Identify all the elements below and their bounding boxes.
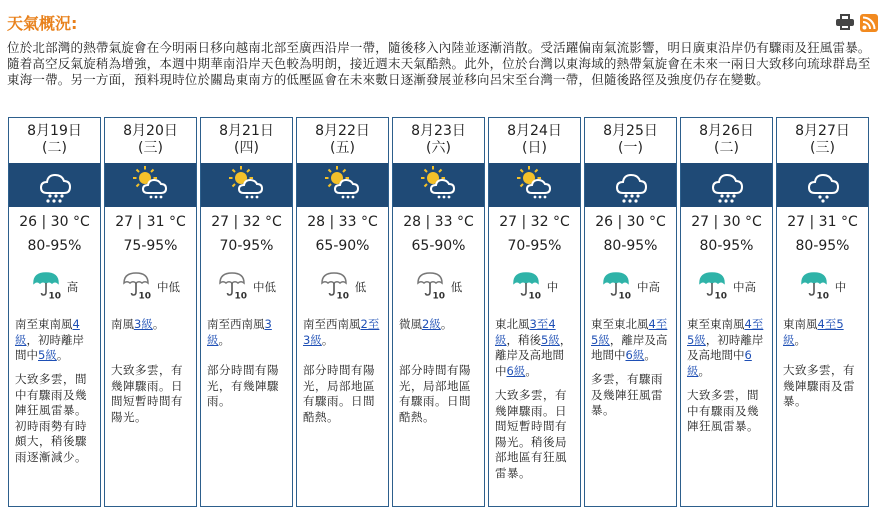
weather-icon-band bbox=[585, 163, 676, 207]
svg-text:10: 10 bbox=[48, 291, 61, 300]
wind-text: ，初時離岸及高地間中 bbox=[687, 332, 764, 362]
forecast-day bbox=[8, 117, 101, 507]
wind-text: 。 bbox=[525, 363, 537, 378]
wind-forecast bbox=[303, 317, 383, 348]
wind-force-link[interactable]: 3級 bbox=[207, 317, 272, 347]
rss-icon[interactable] bbox=[860, 14, 878, 32]
weather-icon-band bbox=[489, 163, 580, 207]
forecast-date bbox=[297, 123, 388, 157]
rain-probability-label: 中高 bbox=[733, 280, 756, 294]
wind-force-link[interactable]: 2級 bbox=[422, 317, 441, 331]
date-label: 8月24日 bbox=[507, 123, 562, 139]
umbrella-icon[interactable] bbox=[31, 270, 63, 304]
humidity-range: 80-95% bbox=[699, 238, 754, 254]
sun-cloud-rain-icon bbox=[419, 163, 459, 207]
svg-text:10: 10 bbox=[714, 291, 728, 300]
humidity-range: 80-95% bbox=[603, 238, 658, 254]
weekday-label: (一) bbox=[618, 140, 643, 156]
sun-cloud-rain-icon bbox=[515, 163, 555, 207]
svg-text:10: 10 bbox=[618, 291, 632, 300]
rain-cloud-icon bbox=[611, 163, 651, 207]
temperature-range: 27 | 32 °C bbox=[499, 214, 570, 230]
wind-text: 東至東北風 bbox=[591, 317, 649, 331]
temperature-range: 27 | 31 °C bbox=[115, 214, 186, 230]
weather-description: 大致多雲，有幾陣驟雨。日間短暫時間有陽光。稍後局部地區有狂風雷暴。 bbox=[495, 388, 567, 480]
wind-text: 。 bbox=[644, 348, 656, 362]
wind-force-link[interactable]: 3級 bbox=[134, 317, 153, 331]
weather-icon-band bbox=[681, 163, 772, 207]
wind-force-link[interactable]: 5級 bbox=[38, 348, 57, 362]
weather-description: 大致多雲，有幾陣驟雨。日間短暫時間有陽光。 bbox=[111, 363, 183, 424]
page-title: 天氣概況: bbox=[7, 14, 78, 33]
wind-text: 。 bbox=[698, 363, 710, 378]
wind-force-link[interactable]: 3至4級 bbox=[495, 317, 556, 347]
wind-text: 微風 bbox=[399, 317, 422, 331]
wind-text: ，稍後 bbox=[506, 332, 541, 347]
rain-probability bbox=[9, 270, 100, 304]
wind-forecast bbox=[687, 317, 767, 379]
temperature-range: 26 | 30 °C bbox=[19, 214, 90, 230]
wind-text: 東北風 bbox=[495, 317, 530, 331]
forecast-day bbox=[776, 117, 869, 507]
weather-description: 部分時間有陽光，局部地區有驟雨。日間酷熱。 bbox=[399, 363, 471, 424]
date-label: 8月20日 bbox=[123, 123, 178, 139]
weather-description: 部分時間有陽光，有幾陣驟雨。 bbox=[207, 363, 279, 408]
rain-probability bbox=[585, 270, 676, 304]
wind-text: 。 bbox=[152, 317, 165, 331]
weather-icon-band bbox=[9, 163, 100, 207]
wind-force-link[interactable]: 6級 bbox=[506, 363, 526, 378]
rain-probability bbox=[201, 270, 292, 304]
forecast-date bbox=[201, 123, 292, 157]
weather-description: 大致多雲，有幾陣驟雨及雷暴。 bbox=[783, 363, 855, 408]
wind-forecast bbox=[111, 317, 191, 333]
wind-text: 。 bbox=[440, 317, 453, 331]
weather-description: 大致多雲，間中有驟雨及幾陣狂風雷暴。 bbox=[687, 388, 759, 433]
weekday-label: (二) bbox=[714, 140, 739, 156]
rain-cloud-icon bbox=[707, 163, 747, 207]
forecast-date bbox=[393, 123, 484, 157]
wind-text: ，離岸及高地間中 bbox=[495, 332, 572, 378]
date-label: 8月22日 bbox=[315, 123, 370, 139]
rain-probability-label: 中低 bbox=[157, 280, 180, 294]
umbrella-icon[interactable] bbox=[601, 270, 633, 304]
wind-text: 。 bbox=[794, 332, 806, 347]
humidity-range: 65-90% bbox=[411, 238, 466, 254]
umbrella-icon[interactable] bbox=[319, 270, 351, 304]
rain-probability-label: 低 bbox=[354, 280, 367, 294]
wind-forecast bbox=[15, 317, 95, 364]
rain-probability-label: 中高 bbox=[637, 280, 660, 294]
forecast-date bbox=[9, 123, 100, 157]
date-label: 8月23日 bbox=[411, 123, 466, 139]
wind-forecast bbox=[591, 317, 671, 364]
weekday-label: (五) bbox=[330, 140, 355, 156]
forecast-date bbox=[489, 123, 580, 157]
wind-text: 。 bbox=[218, 332, 230, 347]
svg-text:10: 10 bbox=[138, 291, 152, 300]
rain-probability bbox=[297, 270, 388, 304]
weekday-label: (三) bbox=[138, 140, 163, 156]
wind-text: 東至東南風 bbox=[687, 317, 745, 331]
wind-force-link[interactable]: 4級 bbox=[15, 317, 80, 347]
umbrella-icon[interactable] bbox=[697, 270, 729, 304]
humidity-range: 80-95% bbox=[795, 238, 850, 254]
svg-text:10: 10 bbox=[234, 291, 248, 300]
umbrella-icon[interactable] bbox=[799, 270, 831, 304]
wind-force-link[interactable]: 6級 bbox=[687, 348, 752, 378]
wind-text: 。 bbox=[321, 332, 334, 347]
wind-force-link[interactable]: 6級 bbox=[625, 348, 645, 362]
weekday-label: (日) bbox=[522, 140, 547, 156]
rain-probability bbox=[681, 270, 772, 304]
temperature-range: 28 | 33 °C bbox=[403, 214, 474, 230]
umbrella-icon[interactable] bbox=[121, 270, 153, 304]
rain-probability-label: 中 bbox=[834, 280, 847, 294]
weather-description: 大致多雲，間中有驟雨及幾陣狂風雷暴。初時雨勢有時頗大，稍後驟雨逐漸減少。 bbox=[15, 372, 87, 464]
temperature-range: 26 | 30 °C bbox=[595, 214, 666, 230]
weather-icon-band bbox=[201, 163, 292, 207]
sun-cloud-rain-icon bbox=[131, 163, 171, 207]
wind-force-link[interactable]: 5級 bbox=[541, 332, 560, 347]
wind-text: 南至東南風 bbox=[15, 317, 73, 331]
svg-text:10: 10 bbox=[528, 291, 541, 300]
rain-probability-label: 低 bbox=[450, 280, 463, 294]
sun-cloud-rain-icon bbox=[323, 163, 363, 207]
toolbar bbox=[836, 14, 878, 32]
weather-icon-band bbox=[393, 163, 484, 207]
umbrella-icon[interactable] bbox=[511, 270, 543, 304]
weather-description: 部分時間有陽光，局部地區有驟雨。日間酷熱。 bbox=[303, 363, 375, 424]
date-label: 8月19日 bbox=[27, 123, 82, 139]
forecast-date bbox=[585, 123, 676, 157]
wind-text: ，離岸及高地間中 bbox=[591, 332, 668, 362]
rain-cloud-icon bbox=[35, 163, 75, 207]
rain-probability bbox=[105, 270, 196, 304]
wind-text: 。 bbox=[56, 348, 69, 362]
wind-forecast bbox=[495, 317, 575, 379]
temperature-range: 28 | 33 °C bbox=[307, 214, 378, 230]
humidity-range: 80-95% bbox=[27, 238, 82, 254]
weather-description: 多雲，有驟雨及幾陣狂風雷暴。 bbox=[591, 372, 663, 417]
svg-text:10: 10 bbox=[336, 291, 349, 300]
svg-text:10: 10 bbox=[432, 291, 445, 300]
sun-cloud-rain-icon bbox=[227, 163, 267, 207]
forecast-day bbox=[680, 117, 773, 507]
humidity-range: 65-90% bbox=[315, 238, 370, 254]
wind-force-link[interactable]: 4至5級 bbox=[783, 317, 844, 347]
humidity-range: 75-95% bbox=[123, 238, 178, 254]
forecast-day bbox=[584, 117, 677, 507]
wind-force-link[interactable]: 2至3級 bbox=[303, 317, 380, 347]
weather-icon-band bbox=[105, 163, 196, 207]
umbrella-icon[interactable] bbox=[217, 270, 249, 304]
weather-summary: 位於北部灣的熱帶氣旋會在今明兩日移向越南北部至廣西沿岸一帶，隨後移入內陸並逐漸消散。受活躍偏南氣流影響，明日廣東沿岸仍有驟雨及狂風雷暴。隨着高空反氣旋稍為增強，本週中期華南沿岸天色較為明朗，接近週末天氣酷熱。此外，位於台灣以東海域的熱帶氣旋會在未來一兩日大致移向琉球群島至東海一帶。另一方面，預料現時位於關島東南方的低壓區會在未來數日逐漸發展並移向呂宋至台灣一帶，但隨後路徑及強度仍存在變數。 bbox=[7, 40, 871, 87]
wind-forecast bbox=[207, 317, 287, 348]
weather-icon-band bbox=[777, 163, 868, 207]
wind-text: 東南風 bbox=[783, 317, 818, 331]
wind-text: 南至西南風 bbox=[303, 317, 361, 331]
rain-probability bbox=[393, 270, 484, 304]
forecast-day bbox=[104, 117, 197, 507]
wind-text: ，初時離岸間中 bbox=[15, 332, 84, 362]
forecast-date bbox=[681, 123, 772, 157]
svg-text:10: 10 bbox=[816, 291, 829, 300]
rain-probability bbox=[777, 270, 868, 304]
wind-text: 南至西南風 bbox=[207, 317, 265, 331]
wind-forecast bbox=[783, 317, 863, 348]
weekday-label: (三) bbox=[810, 140, 835, 156]
rain-probability-label: 中低 bbox=[253, 280, 276, 294]
weather-icon-band bbox=[297, 163, 388, 207]
wind-force-link[interactable]: 4至5級 bbox=[591, 317, 668, 347]
forecast-day bbox=[296, 117, 389, 507]
temperature-range: 27 | 30 °C bbox=[691, 214, 762, 230]
humidity-range: 70-95% bbox=[507, 238, 562, 254]
temperature-range: 27 | 32 °C bbox=[211, 214, 282, 230]
rain-probability-label: 中 bbox=[546, 280, 559, 294]
wind-forecast bbox=[399, 317, 479, 333]
weekday-label: (二) bbox=[42, 140, 67, 156]
forecast-date bbox=[777, 123, 868, 157]
forecast-day bbox=[200, 117, 293, 507]
weekday-label: (六) bbox=[426, 140, 451, 156]
date-label: 8月21日 bbox=[219, 123, 274, 139]
temperature-range: 27 | 31 °C bbox=[787, 214, 858, 230]
printer-icon[interactable] bbox=[836, 14, 854, 30]
rain-probability-label: 高 bbox=[66, 280, 79, 294]
date-label: 8月26日 bbox=[699, 123, 754, 139]
rain-probability bbox=[489, 270, 580, 304]
humidity-range: 70-95% bbox=[219, 238, 274, 254]
shower-cloud-icon bbox=[803, 163, 843, 207]
forecast-date bbox=[105, 123, 196, 157]
forecast-days bbox=[8, 117, 880, 507]
wind-force-link[interactable]: 4至5級 bbox=[687, 317, 764, 347]
weekday-label: (四) bbox=[234, 140, 259, 156]
forecast-day bbox=[488, 117, 581, 507]
date-label: 8月25日 bbox=[603, 123, 658, 139]
wind-text: 南風 bbox=[111, 317, 134, 331]
umbrella-icon[interactable] bbox=[415, 270, 447, 304]
forecast-day bbox=[392, 117, 485, 507]
date-label: 8月27日 bbox=[795, 123, 850, 139]
